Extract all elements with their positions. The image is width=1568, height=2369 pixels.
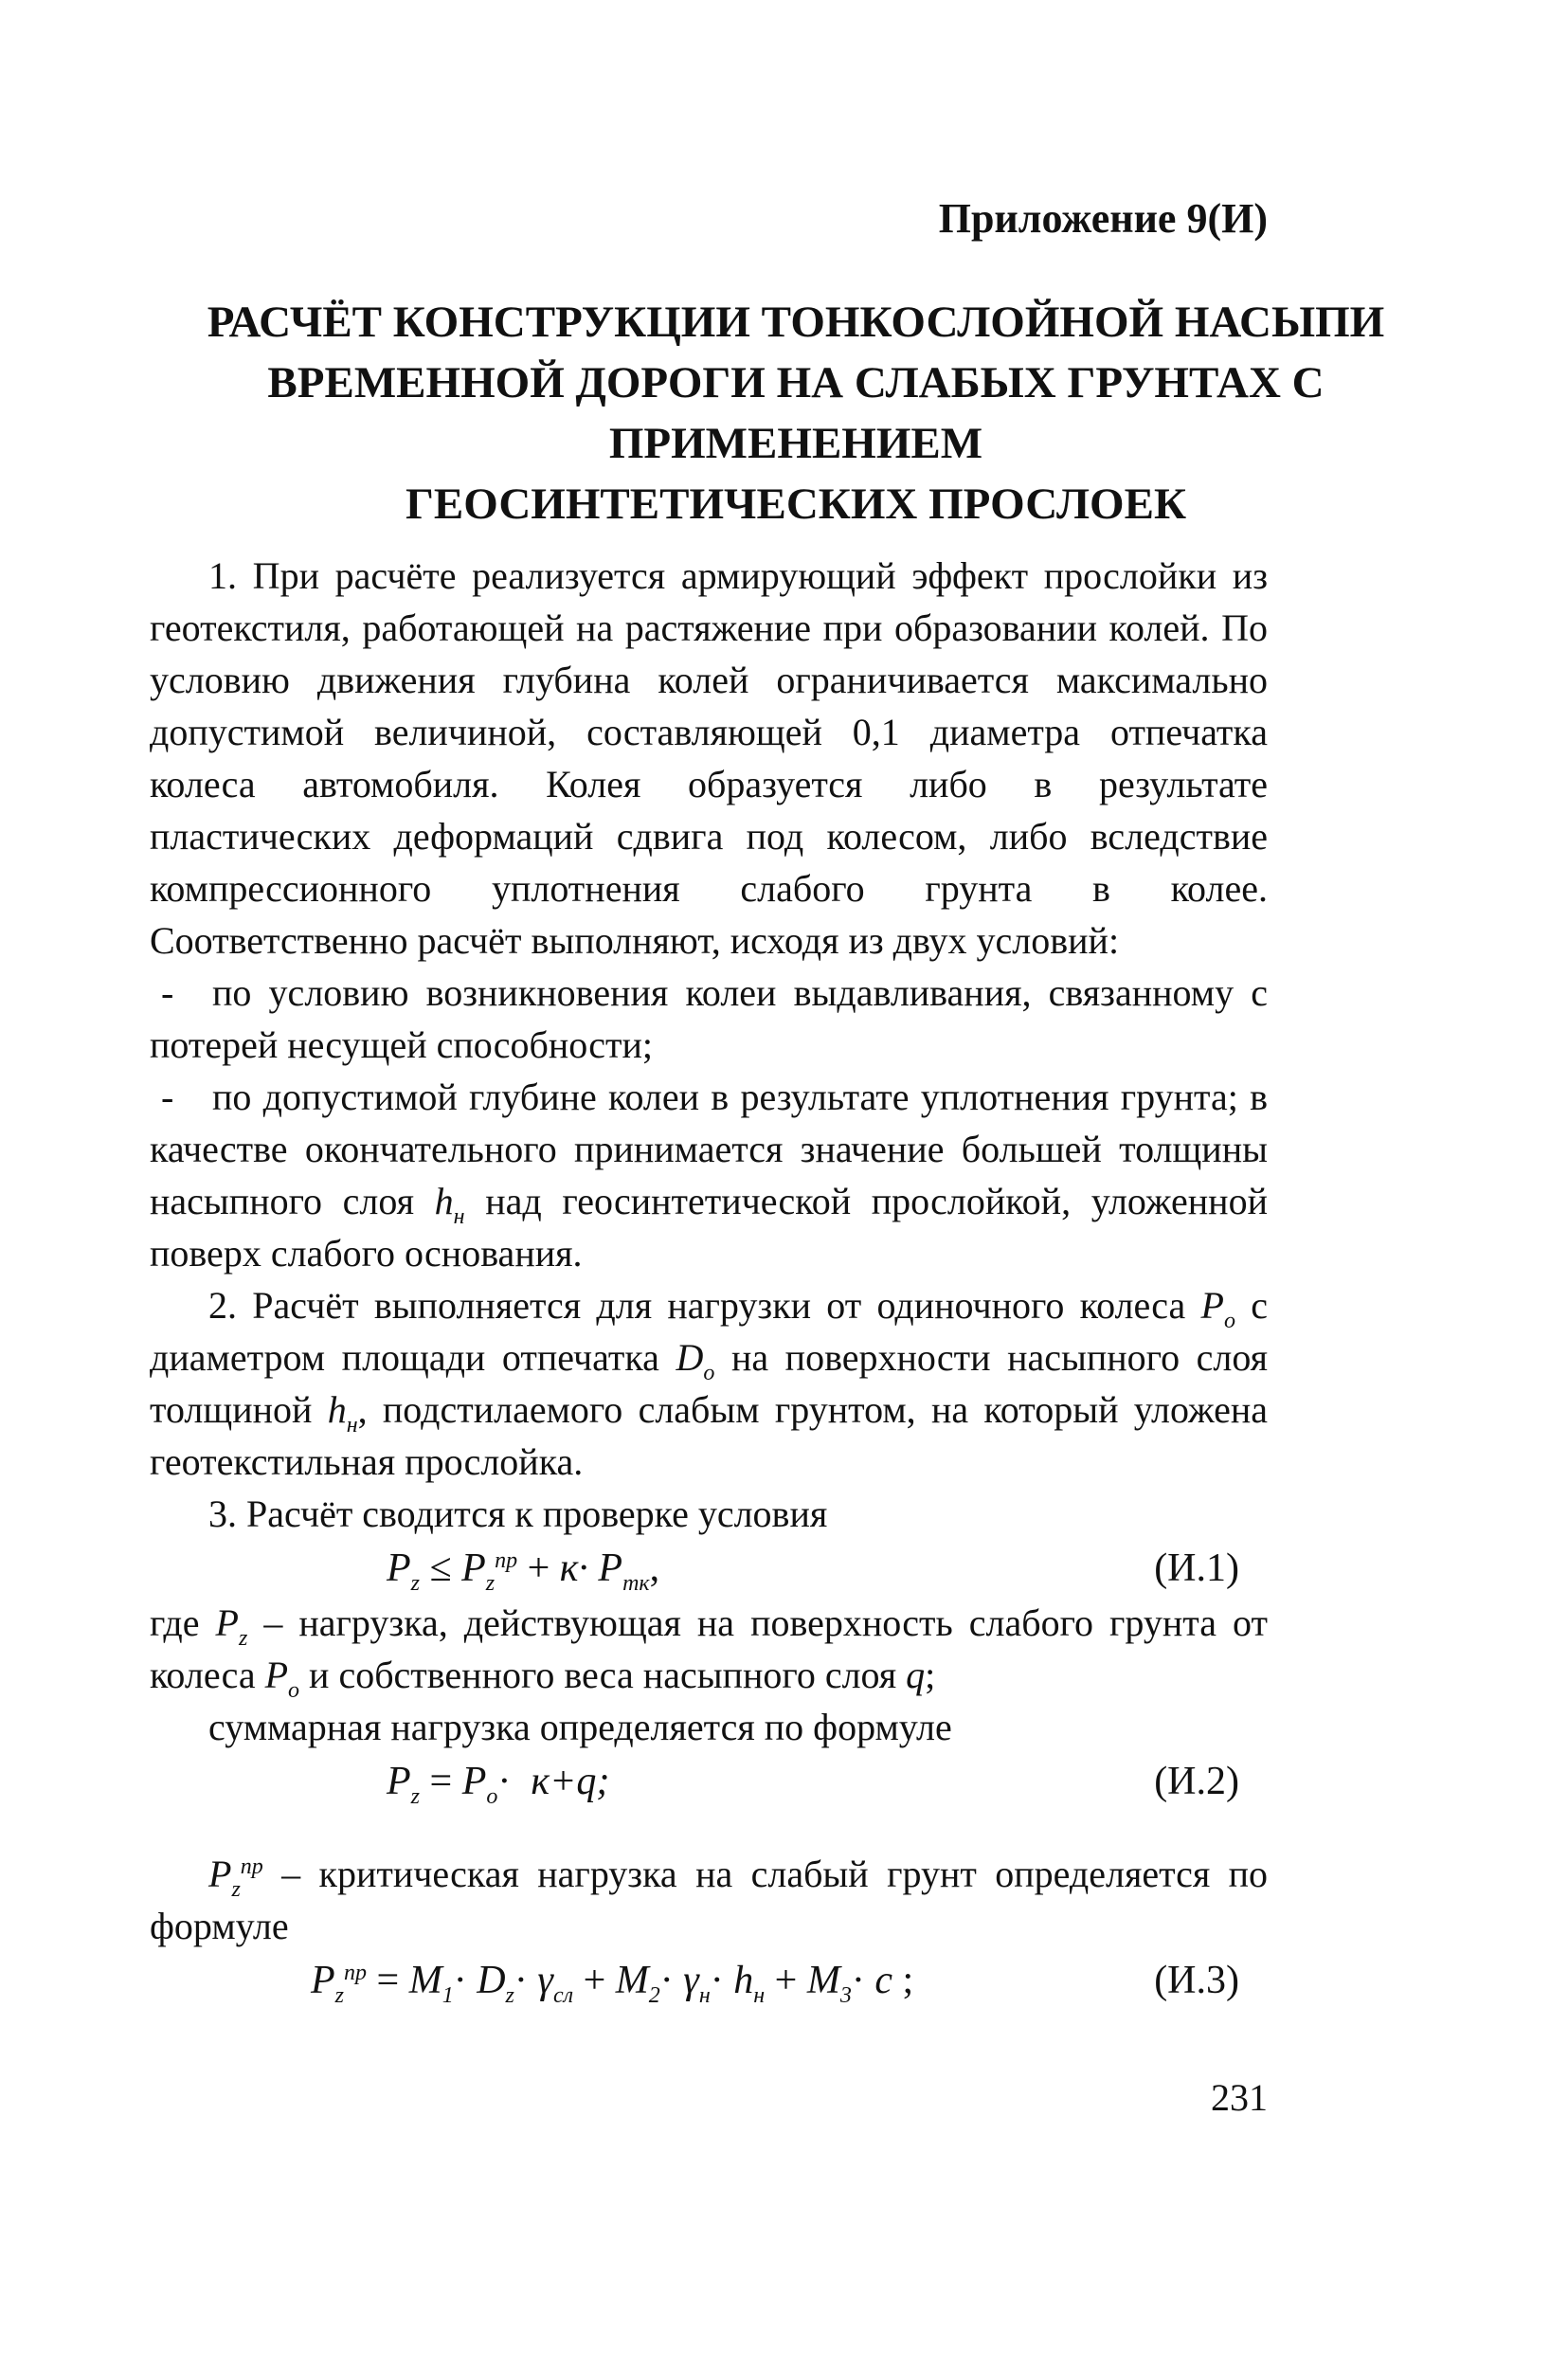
body-text: [150, 550, 1268, 2009]
symbol-P: P: [387, 1546, 411, 1590]
symbol-D: D: [676, 1336, 704, 1379]
symbol-P: P: [264, 1654, 289, 1696]
symbol-gamma: γ: [537, 1959, 553, 2002]
operator: ·: [710, 1959, 724, 2002]
paragraph-1: 1. При расчёте реализуется армирующий эффект прослойки из геотекстиля, работающей на растяжение при образовании колей. По условию движения глубина колей ограничивается максимально допустимой величиной, составляющей 0,1 диаметра отпечатка колеса автомобиля. Колея образуется либо в результате пластических деформаций сдвига под колесом, либо вследствие компрессионного уплотнения слабого грунта в колее. Соответственно расчёт выполняют, исходя из двух условий:: [150, 554, 1268, 962]
appendix-label: Приложение 9(И): [938, 195, 1268, 242]
symbol-k: к·: [559, 1546, 588, 1590]
subscript: 3: [839, 1983, 852, 2008]
symbol-M: M: [806, 1959, 840, 2002]
spacer: [150, 1810, 1268, 1848]
bullet-item-2: [150, 1071, 1268, 1279]
punctuation: ;: [902, 1959, 914, 2002]
equation-number: (И.2): [1154, 1760, 1239, 1803]
bullet-text: по допустимой глубине колеи в результате уплотнения грунта; в качестве окончательного принимается значение большей толщины насыпного слоя: [150, 1076, 1268, 1222]
subscript: z: [410, 1784, 420, 1809]
formula-1: [150, 1540, 1268, 1597]
subscript: 2: [648, 1983, 660, 2008]
symbol-h: h: [434, 1180, 454, 1222]
superscript: пр: [344, 1961, 367, 1985]
page-number: 231: [1211, 2076, 1268, 2119]
crit-paragraph: [150, 1848, 1268, 1952]
dash-marker: -: [161, 1076, 174, 1118]
symbol-P: P: [461, 1760, 487, 1803]
symbol-D: D: [477, 1959, 506, 2002]
subscript: z: [334, 1983, 344, 2008]
subscript: о: [486, 1784, 498, 1809]
operator: ·: [659, 1959, 674, 2002]
operator: =: [429, 1760, 453, 1803]
operator: ·: [514, 1959, 528, 2002]
punctuation: ,: [649, 1546, 660, 1590]
bullet-text: по условию возникновения колеи выдавливания, связанному с потерей несущей способности;: [150, 971, 1268, 1066]
symbol-P: P: [598, 1546, 623, 1590]
paragraph-text: и собственного веса насыпного слоя: [309, 1654, 897, 1696]
subscript: z: [485, 1571, 496, 1596]
subscript: z: [231, 1877, 241, 1902]
superscript: пр: [240, 1854, 263, 1879]
symbol-P: P: [387, 1760, 411, 1803]
paragraph-text: 2. Расчёт выполняется для нагрузки от одиночного колеса: [208, 1284, 1186, 1327]
paragraph-3: 3. Расчёт сводится к проверке условия: [208, 1492, 828, 1535]
symbol-M: M: [408, 1959, 442, 2002]
subscript: 1: [442, 1983, 454, 2008]
symbol-h: h: [733, 1959, 754, 2002]
subscript: z: [238, 1626, 248, 1651]
formula-rest: к+q;: [531, 1760, 610, 1803]
bullet-item-1: [150, 967, 1268, 1071]
equation-number: (И.1): [1154, 1546, 1239, 1590]
subscript: о: [288, 1678, 300, 1703]
paragraph-text: где: [150, 1601, 200, 1644]
formula-expression: [311, 1952, 913, 2009]
title-line: ВРЕМЕННОЙ ДОРОГИ НА СЛАБЫХ ГРУНТАХ С: [267, 358, 1325, 407]
symbol-P: P: [311, 1959, 335, 2002]
subscript: н: [753, 1983, 766, 2008]
operator: ·: [497, 1760, 512, 1803]
operator: ·: [851, 1959, 865, 2002]
title-line: ГЕОСИНТЕТИЧЕСКИХ ПРОСЛОЕК: [405, 479, 1187, 529]
formula-expression: [387, 1753, 609, 1810]
symbol-gamma: γ: [683, 1959, 699, 2002]
symbol-P: P: [461, 1546, 486, 1590]
title-line: ПРИМЕНЕНИЕМ: [608, 419, 983, 468]
punctuation: ;: [925, 1654, 936, 1696]
document-title: [133, 292, 1459, 534]
paragraph-2: [150, 1279, 1268, 1488]
formula-3: [150, 1952, 1268, 2009]
symbol-q: q: [906, 1654, 926, 1696]
subscript: о: [703, 1361, 715, 1385]
subscript: н: [346, 1413, 358, 1438]
where-paragraph: [150, 1597, 1268, 1701]
dash-marker: -: [161, 971, 174, 1014]
symbol-c: c: [874, 1959, 892, 2002]
symbol-P: P: [208, 1853, 232, 1895]
paragraph-text: с диаметром площади отпечатка: [150, 1284, 1269, 1379]
subscript: н: [453, 1204, 465, 1229]
title-line: РАСЧЁТ КОНСТРУКЦИИ ТОНКОСЛОЙНОЙ НАСЫПИ: [207, 298, 1385, 347]
sum-text: суммарная нагрузка определяется по формуле: [208, 1706, 952, 1748]
symbol-h: h: [327, 1388, 347, 1431]
subscript: н: [698, 1983, 711, 2008]
subscript: о: [1223, 1309, 1235, 1333]
equation-number: (И.3): [1154, 1959, 1239, 2002]
bullet-text: над геосинтетической прослойкой, уложенной поверх слабого основания.: [150, 1180, 1268, 1275]
operator: +: [583, 1959, 606, 2002]
formula-2: [150, 1753, 1268, 1810]
subscript: z: [410, 1571, 420, 1596]
subscript: z: [505, 1983, 514, 2008]
symbol-M: M: [615, 1959, 649, 2002]
paragraph-text: – критическая нагрузка на слабый грунт определяется по формуле: [150, 1853, 1269, 1947]
operator: +: [527, 1546, 550, 1590]
subscript: тк: [622, 1571, 650, 1596]
superscript: пр: [495, 1548, 518, 1573]
operator: +: [774, 1959, 798, 2002]
symbol-P: P: [215, 1601, 239, 1644]
formula-expression: [387, 1540, 659, 1597]
paragraph-text: на поверхности насыпного слоя толщиной: [150, 1336, 1268, 1431]
paragraph-text: , подстилаемого слабым грунтом, на который уложена геотекстильная прослойка.: [150, 1388, 1269, 1483]
subscript: сл: [552, 1983, 574, 2008]
operator: ≤: [429, 1546, 452, 1590]
operator: ·: [453, 1959, 467, 2002]
paragraph-text: – нагрузка, действующая на поверхность слабого грунта от колеса: [150, 1601, 1268, 1696]
symbol-P: P: [1200, 1284, 1224, 1327]
operator: =: [376, 1959, 400, 2002]
